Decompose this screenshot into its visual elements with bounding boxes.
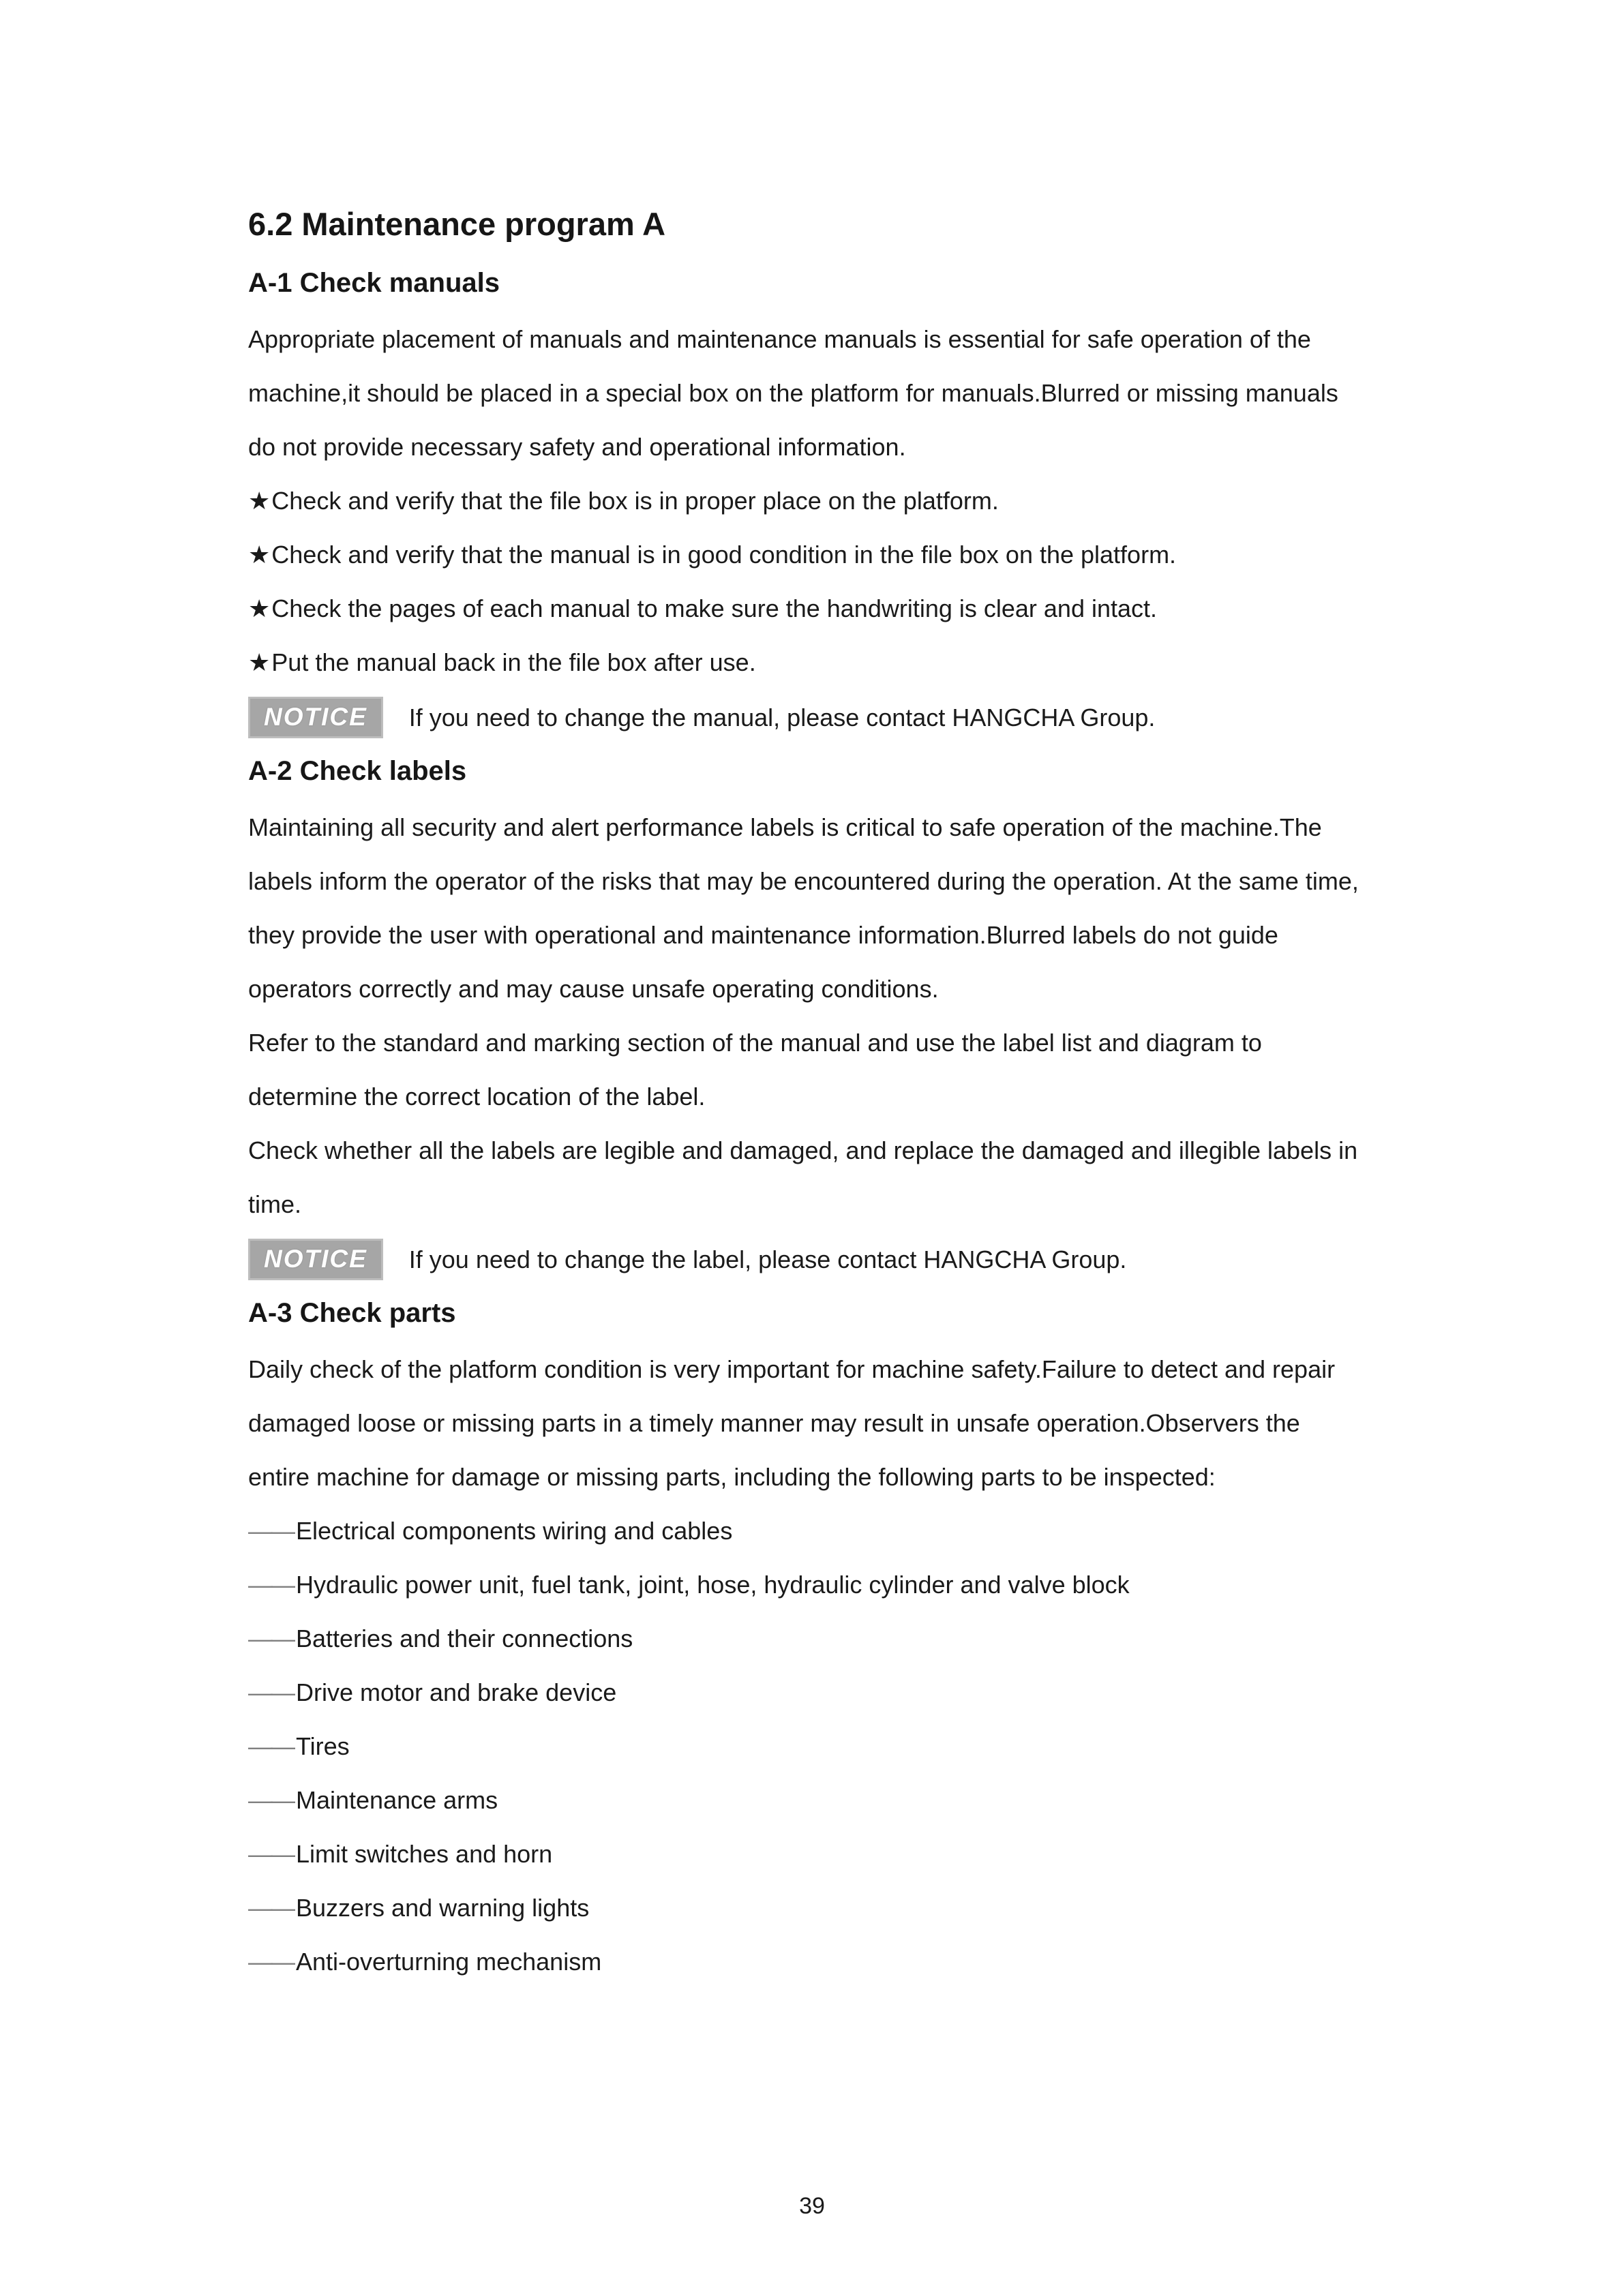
section-a1-heading: A-1 Check manuals: [248, 268, 500, 298]
check-item: [248, 635, 1368, 689]
star-bullet-icon: ★: [248, 594, 271, 622]
inspection-item-text: Anti-overturning mechanism: [296, 1948, 602, 1976]
check-item: [248, 474, 1368, 528]
section-a3-heading: A-3 Check parts: [248, 1298, 456, 1328]
notice-badge: NOTICE: [248, 1239, 383, 1280]
inspection-item-text: Drive motor and brake device: [296, 1678, 617, 1706]
inspection-list-item: [248, 1773, 1368, 1827]
check-item-text: Check and verify that the manual is in good condition in the file box on the platform.: [271, 541, 1177, 569]
check-item-text: Check the pages of each manual to make sure the handwriting is clear and intact.: [271, 594, 1158, 622]
check-item: [248, 528, 1368, 581]
notice-text: If you need to change the manual, please contact HANGCHA Group.: [408, 703, 1156, 731]
notice-line: [248, 1233, 1368, 1286]
page-title: 6.2 Maintenance program A: [248, 206, 666, 242]
section-a1-check-manuals: [248, 263, 1368, 744]
inspection-list-item: [248, 1558, 1368, 1612]
section-a2-paragraph: Maintaining all security and alert performance labels is critical to safe operation of the machine.The labels inform the operator of the risks that may be encountered during the operation. At the same time, they provide the user with operational and maintenance information.Blurred labels do not guide operators correctly and may cause unsafe operating conditions.: [248, 813, 1359, 1003]
section-a3-paragraph: Daily check of the platform condition is very important for machine safety.Failure to detect and repair damaged loose or missing parts in a timely manner may result in unsafe operation.Observers the entire machine for damage or missing parts, including the following parts to be inspected:: [248, 1355, 1336, 1491]
dash-bullet: ——: [248, 1948, 293, 1976]
section-a3-check-parts: [248, 1293, 1368, 1989]
inspection-list-item: [248, 1935, 1368, 1989]
inspection-item-text: Limit switches and horn: [296, 1840, 553, 1868]
section-a2-heading: A-2 Check labels: [248, 756, 467, 786]
inspection-item-text: Maintenance arms: [296, 1786, 498, 1814]
dash-bullet: ——: [248, 1625, 293, 1652]
dash-bullet: ——: [248, 1840, 293, 1868]
notice-line: [248, 691, 1368, 744]
notice-text: If you need to change the label, please contact HANGCHA Group.: [408, 1245, 1127, 1273]
section-a1-paragraph: Appropriate placement of manuals and maintenance manuals is essential for safe operation of the machine,it should be placed in a special box on the platform for manuals.Blurred or missing manuals do not provide necessary safety and operational information.: [248, 325, 1338, 461]
inspection-list-item: [248, 1827, 1368, 1881]
inspection-list-item: [248, 1612, 1368, 1665]
inspection-list-item: [248, 1881, 1368, 1935]
inspection-list-item: [248, 1665, 1368, 1719]
inspection-list-item: [248, 1504, 1368, 1558]
star-bullet-icon: ★: [248, 541, 271, 569]
page-number: 39: [799, 2193, 825, 2219]
dash-bullet: ——: [248, 1786, 293, 1814]
section-a2-paragraph: Check whether all the labels are legible and damaged, and replace the damaged and illegible labels in time.: [248, 1136, 1358, 1218]
star-bullet-icon: ★: [248, 648, 271, 676]
dash-bullet: ——: [248, 1517, 293, 1545]
inspection-list-item: [248, 1719, 1368, 1773]
check-item: [248, 581, 1368, 635]
check-item-text: Check and verify that the file box is in proper place on the platform.: [271, 487, 999, 515]
dash-bullet: ——: [248, 1732, 293, 1760]
inspection-item-text: Batteries and their connections: [296, 1625, 633, 1652]
check-item-text: Put the manual back in the file box after use.: [271, 648, 756, 676]
dash-bullet: ——: [248, 1678, 293, 1706]
notice-badge: NOTICE: [248, 697, 383, 738]
section-a2-check-labels: [248, 751, 1368, 1286]
inspection-item-text: Hydraulic power unit, fuel tank, joint, hose, hydraulic cylinder and valve block: [296, 1571, 1130, 1599]
inspection-item-text: Buzzers and warning lights: [296, 1894, 590, 1922]
inspection-item-text: Electrical components wiring and cables: [296, 1517, 733, 1545]
section-a2-paragraph: Refer to the standard and marking section of the manual and use the label list and diagram to determine the correct location of the label.: [248, 1029, 1262, 1111]
star-bullet-icon: ★: [248, 487, 271, 515]
dash-bullet: ——: [248, 1894, 293, 1922]
inspection-item-text: Tires: [296, 1732, 350, 1760]
dash-bullet: ——: [248, 1571, 293, 1599]
